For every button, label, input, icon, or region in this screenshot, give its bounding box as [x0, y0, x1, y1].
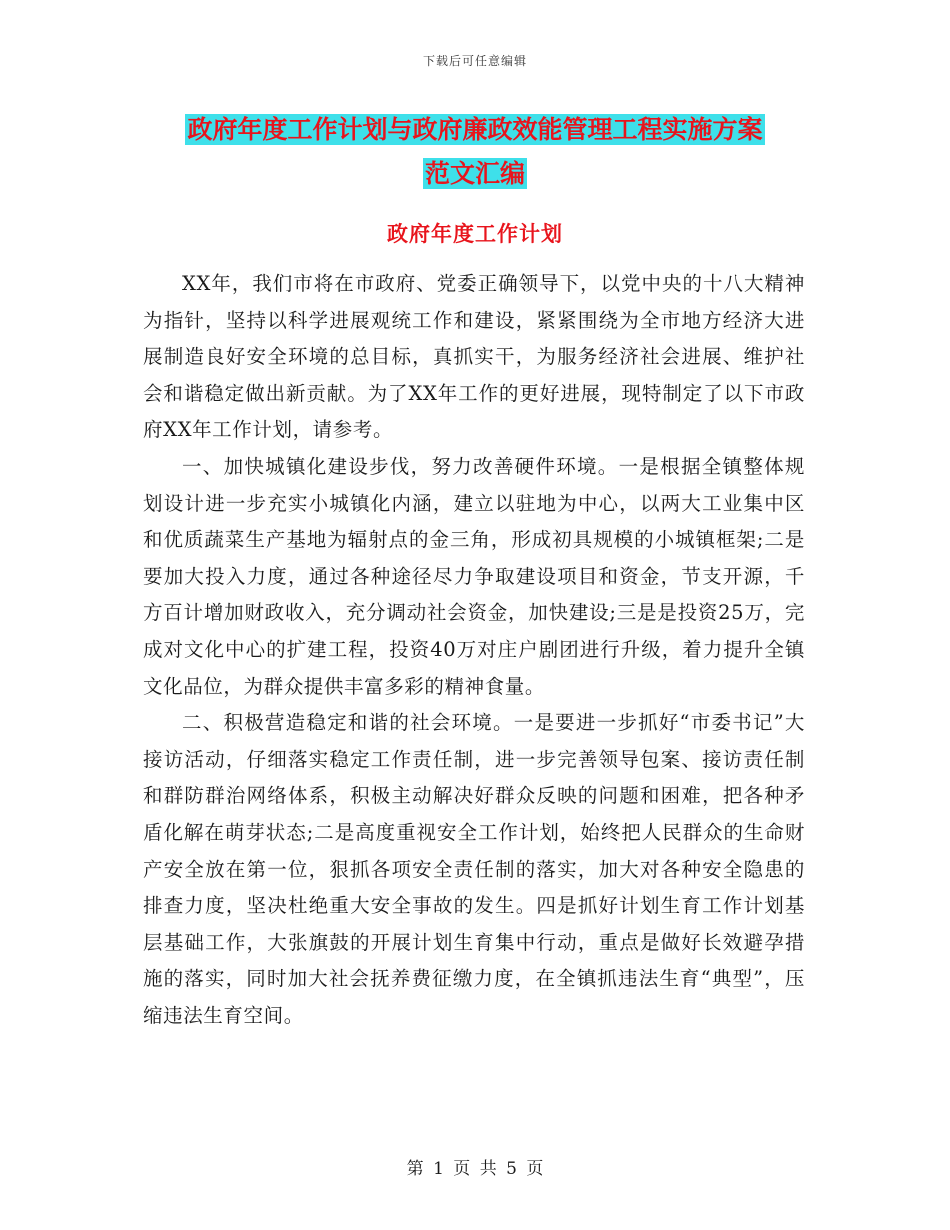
- section-title: 政府年度工作计划: [387, 221, 563, 246]
- page-number-footer: 第 1 页 共 5 页: [406, 1159, 544, 1179]
- document-title-line-2: 范文汇编: [424, 159, 525, 188]
- document-title-line-1: 政府年度工作计划与政府廉政效能管理工程实施方案: [187, 115, 763, 144]
- paragraph: 二、积极营造稳定和谐的社会环境。一是要进一步抓好“市委书记”大接访活动，仔细落实稳定工作责任制，进一步完善领导包案、接访责任制和群防群治网络体系，积极主动解决好群众反映的问题和困难，把各种矛盾化解在萌芽状态;二是高度重视安全工作计划，始终把人民群众的生命财产安全放在第一位，狠抓各项安全责任制的落实，加大对各种安全隐患的排查力度，坚决杜绝重大安全事故的发生。四是抓好计划生育工作计划基层基础工作，大张旗鼓的开展计划生育集中行动，重点是做好长效避孕措施的落实，同时加大社会抚养费征缴力度，在全镇抓违法生育“典型”，压缩违法生育空间。: [143, 711, 805, 1027]
- paragraph: XX年，我们市将在市政府、党委正确领导下，以党中央的十八大精神为指针，坚持以科学进展观统工作和建设，紧紧围绕为全市地方经济大进展制造良好安全环境的总目标，真抓实干，为服务经济社会进展、维护社会和谐稳定做出新贡献。为了XX年工作的更好进展，现特制定了以下市政府XX年工作计划，请参考。: [143, 272, 805, 442]
- document-body: [143, 266, 805, 1034]
- page-header-note: 下载后可任意编辑: [422, 54, 527, 68]
- document-title: [120, 108, 830, 196]
- paragraph: 一、加快城镇化建设步伐，努力改善硬件环境。一是根据全镇整体规划设计进一步充实小城镇化内涵，建立以驻地为中心，以两大工业集中区和优质蔬菜生产基地为辐射点的金三角，形成初具规模的小城镇框架;二是要加大投入力度，通过各种途径尽力争取建设项目和资金，节支开源，千方百计增加财政收入，充分调动社会资金，加快建设;三是是投资25万，完成对文化中心的扩建工程，投资40万对庄户剧团进行升级，着力提升全镇文化品位，为群众提供丰富多彩的精神食量。: [143, 454, 805, 698]
